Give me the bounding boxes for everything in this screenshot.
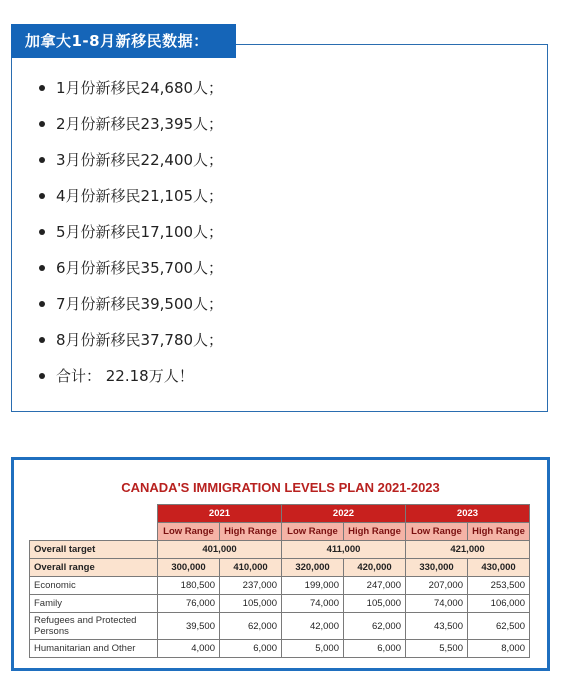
row-label: Overall range bbox=[30, 559, 158, 577]
table-cell: 62,500 bbox=[468, 613, 530, 640]
low-range-header: Low Range bbox=[406, 523, 468, 541]
high-range-header: High Range bbox=[220, 523, 282, 541]
table-cell: 5,000 bbox=[282, 640, 344, 658]
table-cell: 300,000 bbox=[158, 559, 220, 577]
year-header: 2021 bbox=[158, 505, 282, 523]
list-item: 3月份新移民22,400人； bbox=[26, 142, 223, 178]
table-cell: 247,000 bbox=[344, 577, 406, 595]
table-cell: 6,000 bbox=[220, 640, 282, 658]
row-label: Family bbox=[30, 595, 158, 613]
table-cell: 6,000 bbox=[344, 640, 406, 658]
list-item: 4月份新移民21,105人； bbox=[26, 178, 223, 214]
table-row bbox=[30, 541, 530, 559]
year-header: 2022 bbox=[282, 505, 406, 523]
table-cell: 237,000 bbox=[220, 577, 282, 595]
table-cell: 43,500 bbox=[406, 613, 468, 640]
table-row bbox=[30, 613, 530, 640]
row-label: Economic bbox=[30, 577, 158, 595]
total-item: 合计： 22.18万人！ bbox=[26, 358, 223, 394]
table-cell: 105,000 bbox=[220, 595, 282, 613]
table-cell: 330,000 bbox=[406, 559, 468, 577]
table-cell: 410,000 bbox=[220, 559, 282, 577]
immigration-plan-table bbox=[29, 504, 530, 658]
table-cell: 207,000 bbox=[406, 577, 468, 595]
list-item: 6月份新移民35,700人； bbox=[26, 250, 223, 286]
section-title: 加拿大1-8月新移民数据： bbox=[11, 24, 236, 58]
high-range-header: High Range bbox=[344, 523, 406, 541]
table-row bbox=[30, 595, 530, 613]
table-cell: 253,500 bbox=[468, 577, 530, 595]
table-cell: 320,000 bbox=[282, 559, 344, 577]
row-label: Refugees and Protected Persons bbox=[30, 613, 158, 640]
table-cell: 4,000 bbox=[158, 640, 220, 658]
table-cell: 199,000 bbox=[282, 577, 344, 595]
table-cell: 62,000 bbox=[220, 613, 282, 640]
table-row bbox=[30, 640, 530, 658]
list-item: 1月份新移民24,680人； bbox=[26, 70, 223, 106]
table-cell: 180,500 bbox=[158, 577, 220, 595]
low-range-header: Low Range bbox=[282, 523, 344, 541]
monthly-stats-list bbox=[26, 70, 223, 394]
table-cell: 411,000 bbox=[282, 541, 406, 559]
row-label: Humanitarian and Other bbox=[30, 640, 158, 658]
table-cell: 430,000 bbox=[468, 559, 530, 577]
table-cell: 106,000 bbox=[468, 595, 530, 613]
table-cell: 105,000 bbox=[344, 595, 406, 613]
table-cell: 74,000 bbox=[406, 595, 468, 613]
high-range-header: High Range bbox=[468, 523, 530, 541]
table-cell: 5,500 bbox=[406, 640, 468, 658]
year-header-row bbox=[30, 505, 530, 523]
list-item: 5月份新移民17,100人； bbox=[26, 214, 223, 250]
table-cell: 401,000 bbox=[158, 541, 282, 559]
list-item: 8月份新移民37,780人； bbox=[26, 322, 223, 358]
list-item: 7月份新移民39,500人； bbox=[26, 286, 223, 322]
table-row bbox=[30, 559, 530, 577]
low-range-header: Low Range bbox=[158, 523, 220, 541]
table-cell: 42,000 bbox=[282, 613, 344, 640]
row-label: Overall target bbox=[30, 541, 158, 559]
range-header-row bbox=[30, 523, 530, 541]
table-cell: 39,500 bbox=[158, 613, 220, 640]
table-cell: 62,000 bbox=[344, 613, 406, 640]
immigration-plan-panel bbox=[11, 457, 550, 671]
table-cell: 421,000 bbox=[406, 541, 530, 559]
table-cell: 76,000 bbox=[158, 595, 220, 613]
table-cell: 74,000 bbox=[282, 595, 344, 613]
plan-title: CANADA'S IMMIGRATION LEVELS PLAN 2021-2023 bbox=[121, 480, 440, 495]
table-row bbox=[30, 577, 530, 595]
list-item: 2月份新移民23,395人； bbox=[26, 106, 223, 142]
table-cell: 8,000 bbox=[468, 640, 530, 658]
year-header: 2023 bbox=[406, 505, 530, 523]
table-cell: 420,000 bbox=[344, 559, 406, 577]
